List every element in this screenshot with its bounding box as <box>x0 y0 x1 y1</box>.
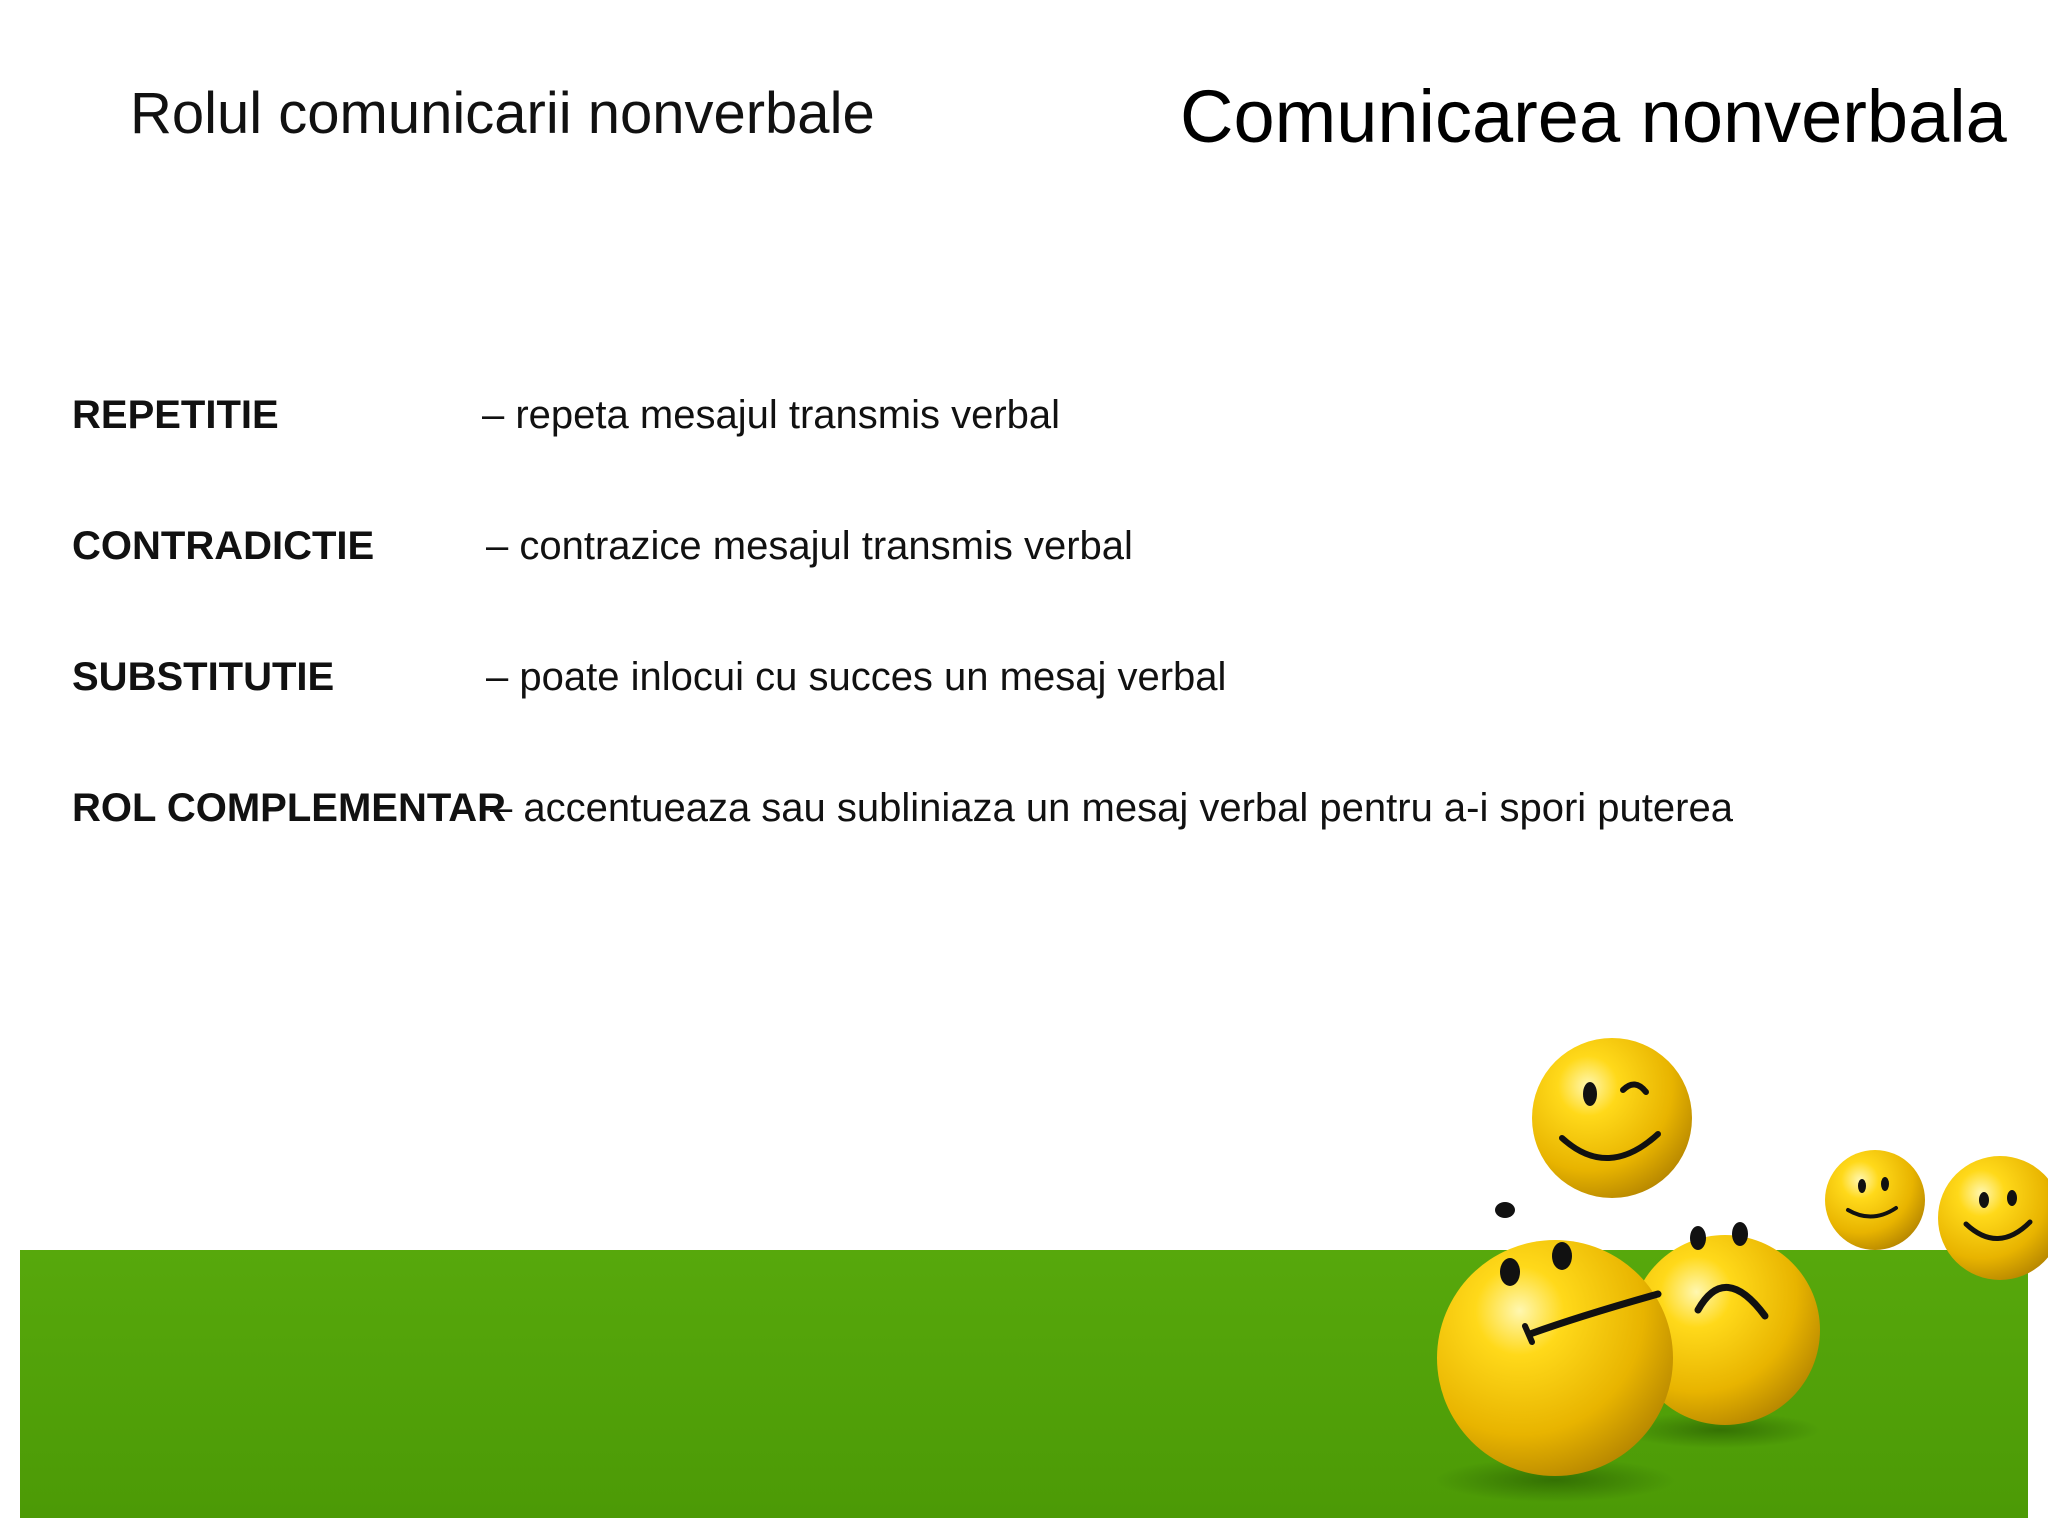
slide-subtitle: Rolul comunicarii nonverbale <box>130 81 875 146</box>
role-term: CONTRADICTIE <box>72 524 375 568</box>
role-term: SUBSTITUTIE <box>72 655 335 699</box>
role-term: REPETITIE <box>72 393 279 437</box>
slide-title: Comunicarea nonverbala <box>1180 75 2007 158</box>
role-description: – contrazice mesajul transmis verbal <box>486 524 1133 568</box>
role-term: ROL COMPLEMENTAR <box>72 786 507 830</box>
smiley-ball-small-back <box>1825 1150 1925 1250</box>
smiley-ball-skeptical <box>1437 1202 1673 1476</box>
smiley-ball-top-winking <box>1532 1038 1692 1198</box>
role-description: – repeta mesajul transmis verbal <box>482 393 1061 437</box>
smiley-ball-far-right <box>1938 1156 2048 1280</box>
smiley-balls-illustration <box>1380 1010 2048 1530</box>
role-description: – poate inlocui cu succes un mesaj verbal <box>486 655 1227 699</box>
role-description: – accentueaza sau subliniaza un mesaj verbal pentru a-i spori puterea <box>490 786 1733 830</box>
